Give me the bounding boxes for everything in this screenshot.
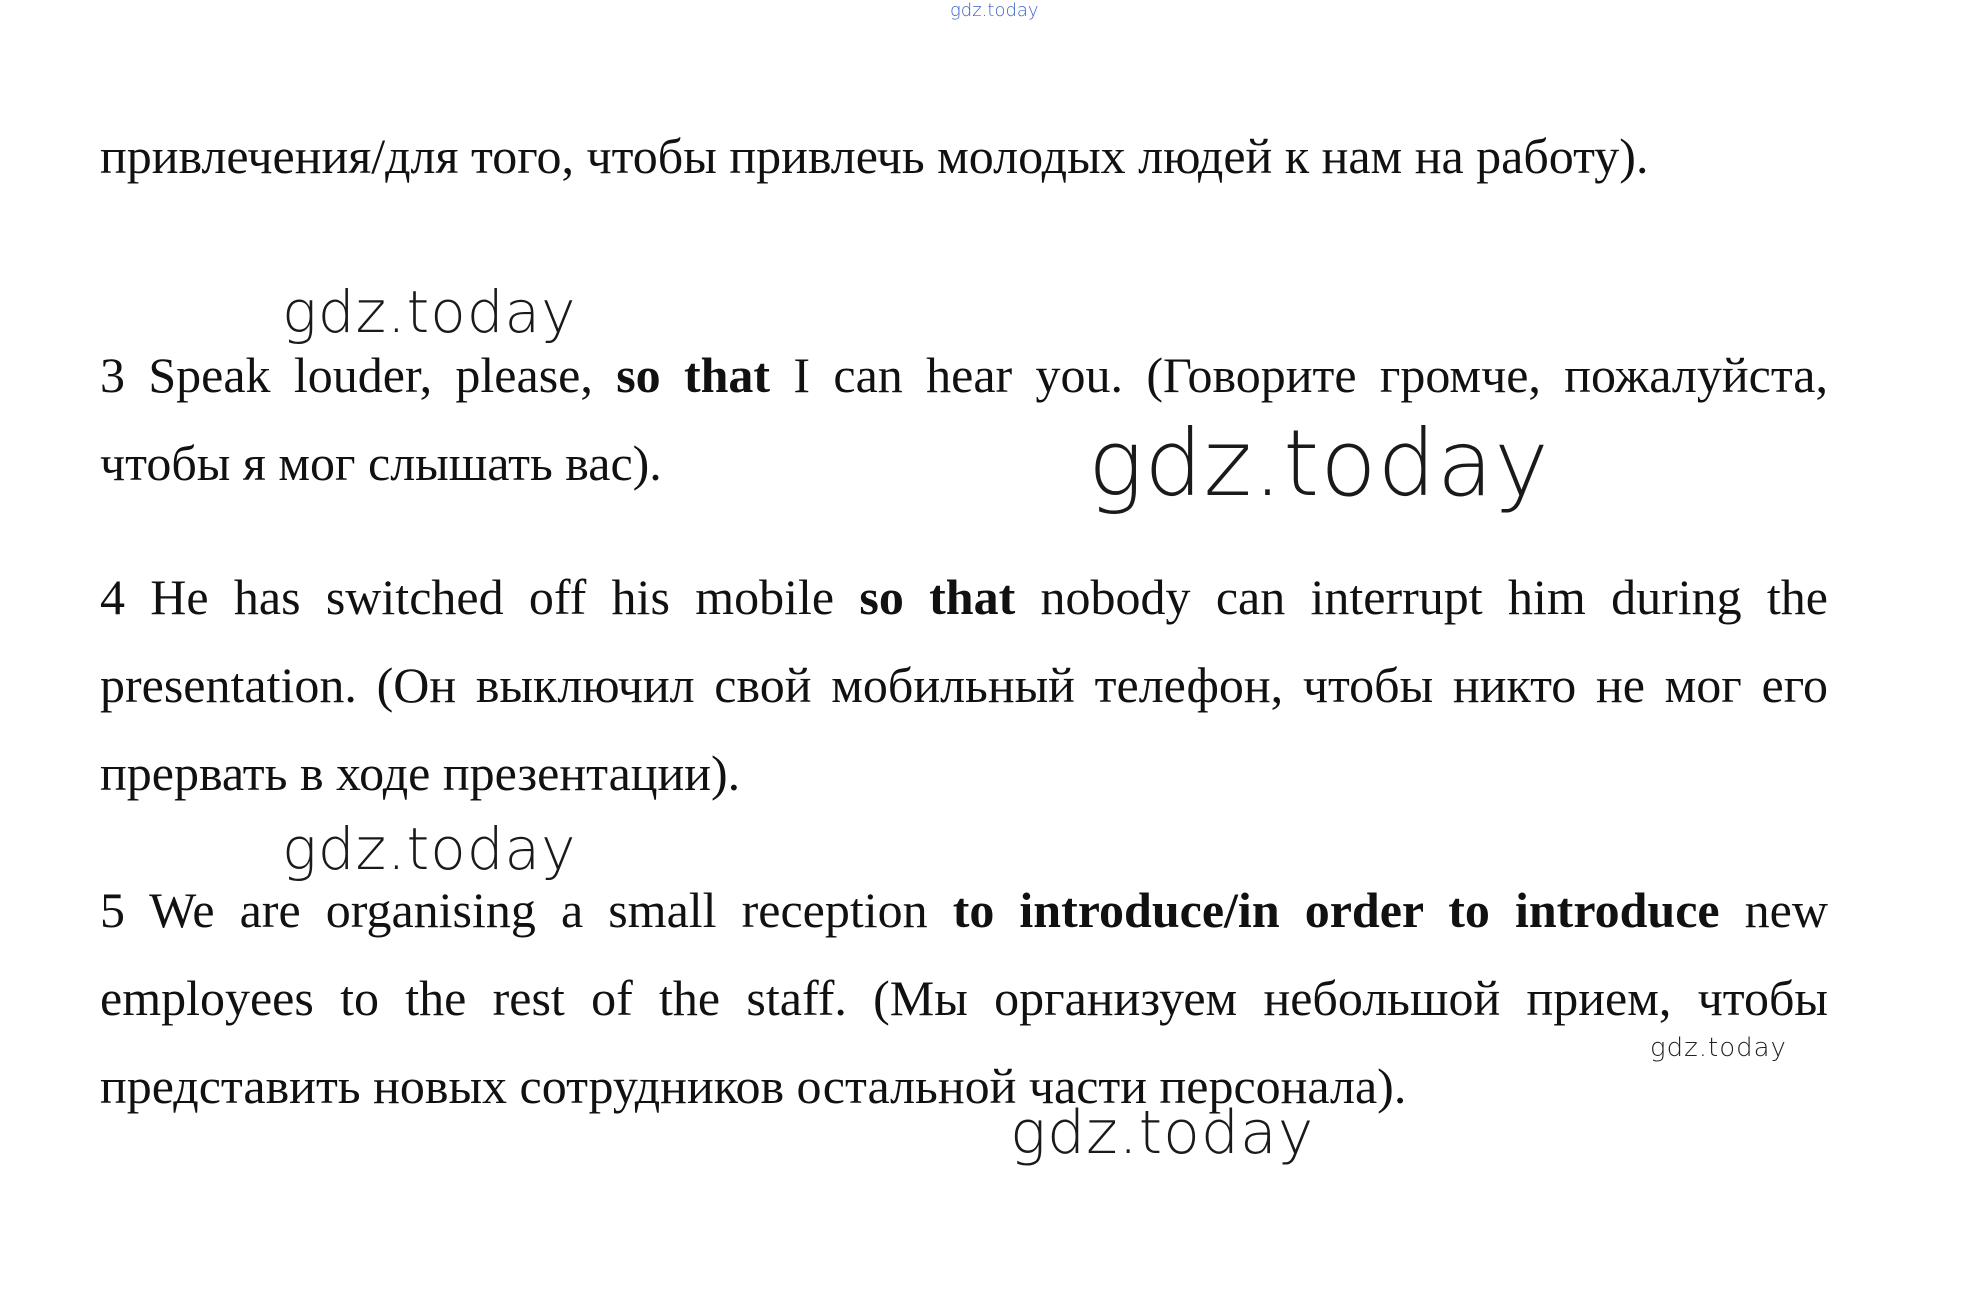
watermark-5: gdz.today (1010, 1098, 1315, 1168)
paragraph-5 (100, 866, 1828, 1130)
paragraph-text: привлечения/для того, чтобы привлечь молодых людей к нам на работу). (100, 128, 1649, 184)
watermark-2: gdz.today (1088, 410, 1550, 517)
paragraph-4 (100, 553, 1828, 817)
watermark-3: gdz.today (282, 815, 577, 883)
bold-phrase: so that (616, 347, 771, 403)
paragraph-text: nobody can interrupt him during the presentation. (Он выключил свой мобильный телефон, чтобы никто не мог его прервать в ходе презентации). (100, 569, 1828, 801)
watermark-4: gdz.today (1650, 1033, 1787, 1063)
watermark-top: gdz.today (950, 0, 1039, 21)
paragraph-text: 3 Speak louder, please, (100, 347, 617, 403)
paragraph-text: new employees to the rest of the staff. (Мы организуем небольшой прием, чтобы представить новых сотрудников остальной части персонала). (100, 882, 1828, 1114)
watermark-1: gdz.today (282, 278, 577, 346)
paragraph-text: 4 He has switched off his mobile (100, 569, 860, 625)
paragraph-2-tail (100, 112, 1828, 200)
bold-phrase: to introduce/in order to introduce (952, 882, 1720, 938)
paragraph-3 (100, 331, 1828, 507)
paragraph-text: I can hear you. (Говорите громче, пожалуйста, чтобы я мог слышать вас). (100, 347, 1828, 491)
paragraph-text: 5 We are organising a small reception (100, 882, 953, 938)
bold-phrase: so that (859, 569, 1016, 625)
